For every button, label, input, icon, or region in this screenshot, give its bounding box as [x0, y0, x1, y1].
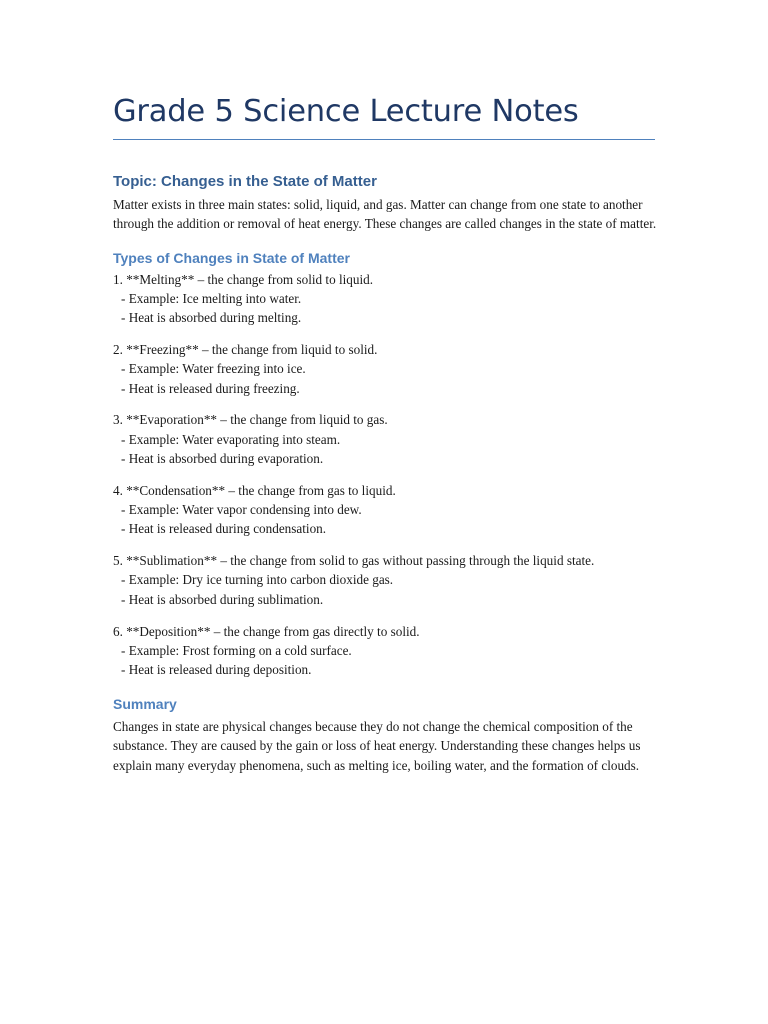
item-title: 2. **Freezing** – the change from liquid to solid.: [113, 341, 378, 357]
list-item: [113, 481, 658, 539]
item-heat-note: - Heat is absorbed during melting.: [121, 310, 302, 326]
item-heat-note: - Heat is absorbed during sublimation.: [121, 591, 324, 607]
item-example: - Example: Water vapor condensing into dew.: [121, 502, 362, 518]
summary-heading: Summary: [113, 695, 177, 712]
item-heat-note: - Heat is absorbed during evaporation.: [121, 450, 324, 466]
item-title: 1. **Melting** – the change from solid to liquid.: [113, 271, 374, 287]
document-title: Grade 5 Science Lecture Notes: [113, 94, 579, 129]
item-example: - Example: Ice melting into water.: [121, 290, 302, 306]
summary-paragraph: Changes in state are physical changes because they do not change the chemical composition of the substance. They are caused by the gain or loss of heat energy. Understanding these changes helps us explain many everyday phenomena, such as melting ice, boiling water, and the formation of clouds.: [113, 718, 641, 773]
item-heat-note: - Heat is released during freezing.: [121, 380, 300, 396]
list-item: [113, 410, 658, 468]
list-item: [113, 270, 658, 328]
item-example: - Example: Frost forming on a cold surface.: [121, 642, 352, 658]
changes-list: [113, 270, 658, 680]
item-title: 6. **Deposition** – the change from gas directly to solid.: [113, 623, 420, 639]
title-divider: [113, 139, 655, 140]
document-body: [113, 170, 658, 775]
topic-heading: Topic: Changes in the State of Matter: [113, 173, 377, 190]
item-example: - Example: Water freezing into ice.: [121, 361, 306, 377]
item-heat-note: - Heat is released during condensation.: [121, 521, 327, 537]
item-example: - Example: Water evaporating into steam.: [121, 431, 341, 447]
item-heat-note: - Heat is released during deposition.: [121, 662, 312, 678]
item-example: - Example: Dry ice turning into carbon dioxide gas.: [121, 572, 394, 588]
item-title: 4. **Condensation** – the change from gas to liquid.: [113, 482, 396, 498]
list-item: [113, 622, 658, 680]
list-item: [113, 340, 658, 398]
list-item: [113, 551, 658, 609]
intro-paragraph: Matter exists in three main states: solid, liquid, and gas. Matter can change from one state to another through the addition or removal of heat energy. These changes are called changes in the state of matter.: [113, 197, 657, 232]
types-heading: Types of Changes in State of Matter: [113, 249, 350, 266]
item-title: 3. **Evaporation** – the change from liquid to gas.: [113, 412, 388, 428]
item-title: 5. **Sublimation** – the change from solid to gas without passing through the liquid state.: [113, 553, 595, 569]
